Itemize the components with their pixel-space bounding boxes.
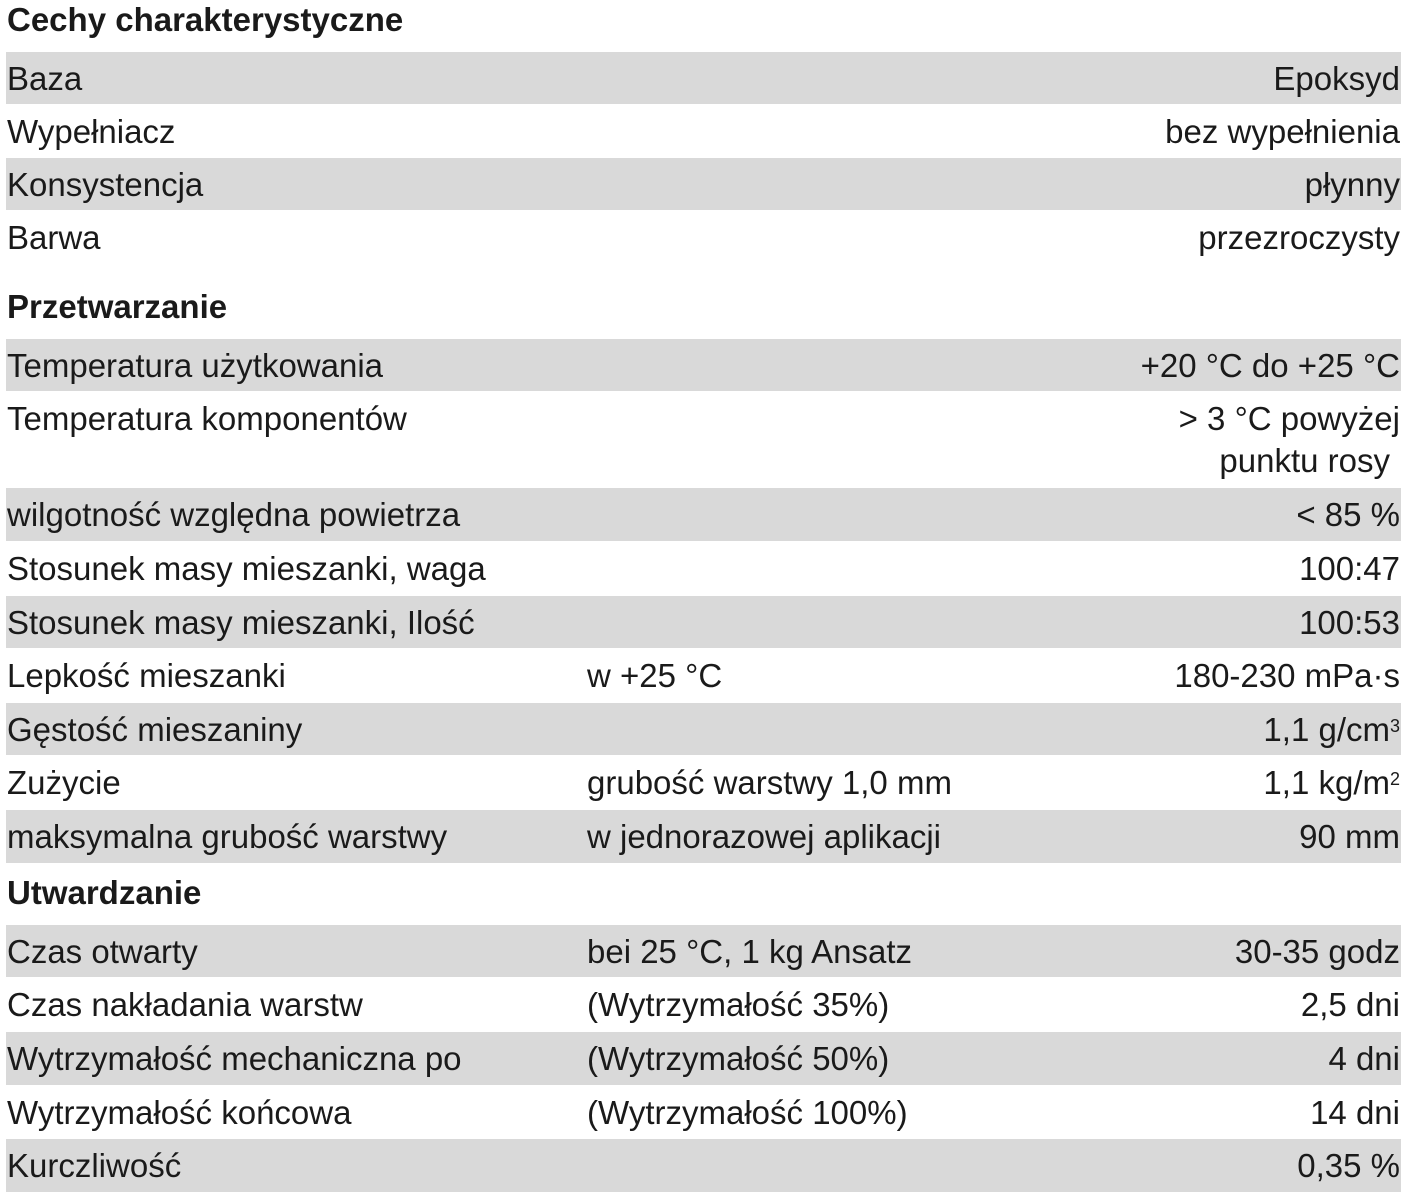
property-value [1299,818,1400,856]
property-value [1328,1040,1400,1078]
value-text: 1,1 g/cm [1263,711,1390,748]
property-label: maksymalna grubość warstwy [7,818,448,855]
property-label: Lepkość mieszanki [7,657,286,694]
property-label: Stosunek masy mieszanki, Ilość [7,604,475,641]
property-value [1310,1094,1400,1132]
value-text: +20 °C do +25 °C [1140,347,1400,384]
property-label: Konsystencja [7,166,204,203]
section-heading: Cechy charakterystyczne [7,1,404,38]
property-value [1165,113,1400,151]
table-row [6,1032,1401,1085]
table-row [6,703,1401,755]
property-value-line2: punktu rosy [1219,442,1390,479]
value-text: płynny [1304,166,1400,203]
superscript: 2 [1389,769,1400,789]
table-row [6,488,1401,541]
property-label: Wytrzymałość końcowa [7,1094,352,1131]
table-row [6,105,1401,157]
value-text: 30-35 godz [1234,933,1400,970]
property-condition: (Wytrzymałość 100%) [587,1094,908,1131]
value-text: < 85 % [1296,496,1400,533]
property-value [1174,657,1400,695]
section-heading: Przetwarzanie [7,288,228,325]
value-text: 1,1 kg/m [1263,764,1390,801]
value-text: 2,5 dni [1300,986,1400,1023]
property-label: Wytrzymałość mechaniczna po [7,1040,462,1077]
property-value [1273,60,1400,98]
value-text: 180-230 mPa·s [1174,657,1400,694]
property-value [1299,604,1400,642]
property-label: Wypełniacz [7,113,176,150]
table-row [6,1086,1401,1138]
property-label: Barwa [7,219,101,256]
value-text: Epoksyd [1273,60,1400,97]
property-condition: w jednorazowej aplikacji [587,818,942,855]
property-condition: w +25 °C [587,657,723,694]
property-value [1299,550,1400,588]
value-text: > 3 °C powyżej [1178,400,1400,437]
property-label: Temperatura komponentów [7,400,407,437]
value-text: przezroczysty [1198,219,1400,256]
table-row [6,649,1401,702]
property-label: Czas nakładania warstw [7,986,363,1023]
table-row [6,52,1401,104]
property-label: wilgotność względna powietrza [7,496,461,533]
property-condition: (Wytrzymałość 50%) [587,1040,890,1077]
table-row [6,339,1401,391]
property-label: Temperatura użytkowania [7,347,384,384]
table-row [6,542,1401,595]
property-label: Baza [7,60,83,97]
property-value [1179,400,1400,438]
property-value [1263,711,1400,749]
property-condition: grubość warstwy 1,0 mm [587,764,952,801]
table-row [6,978,1401,1031]
table-row [6,158,1401,210]
value-text: 100:47 [1299,550,1400,587]
value-text: 0,35 % [1297,1147,1400,1184]
property-value [1198,219,1400,257]
value-text: 14 dni [1310,1094,1400,1131]
table-row [6,810,1401,863]
value-text: 4 dni [1328,1040,1400,1077]
property-condition: bei 25 °C, 1 kg Ansatz [587,933,913,970]
section-heading: Utwardzanie [7,874,202,911]
property-value [1141,347,1400,385]
property-label: Gęstość mieszaniny [7,711,303,748]
table-row [6,211,1401,263]
superscript: 3 [1389,716,1400,736]
table-row [6,392,1401,487]
value-text: 90 mm [1299,818,1400,855]
table-row [6,596,1401,648]
table-row [6,925,1401,977]
property-condition: (Wytrzymałość 35%) [587,986,890,1023]
property-label: Stosunek masy mieszanki, waga [7,550,486,587]
value-text: 100:53 [1299,604,1400,641]
property-value [1296,496,1400,534]
table-row [6,1139,1401,1192]
value-text: bez wypełnienia [1165,113,1400,150]
property-value [1263,764,1400,802]
property-value [1305,166,1400,204]
property-label: Czas otwarty [7,933,198,970]
property-value [1235,933,1400,971]
property-label: Kurczliwość [7,1147,182,1184]
property-value [1301,986,1400,1024]
property-label: Zużycie [7,764,121,801]
property-value [1297,1147,1400,1185]
table-row [6,756,1401,809]
